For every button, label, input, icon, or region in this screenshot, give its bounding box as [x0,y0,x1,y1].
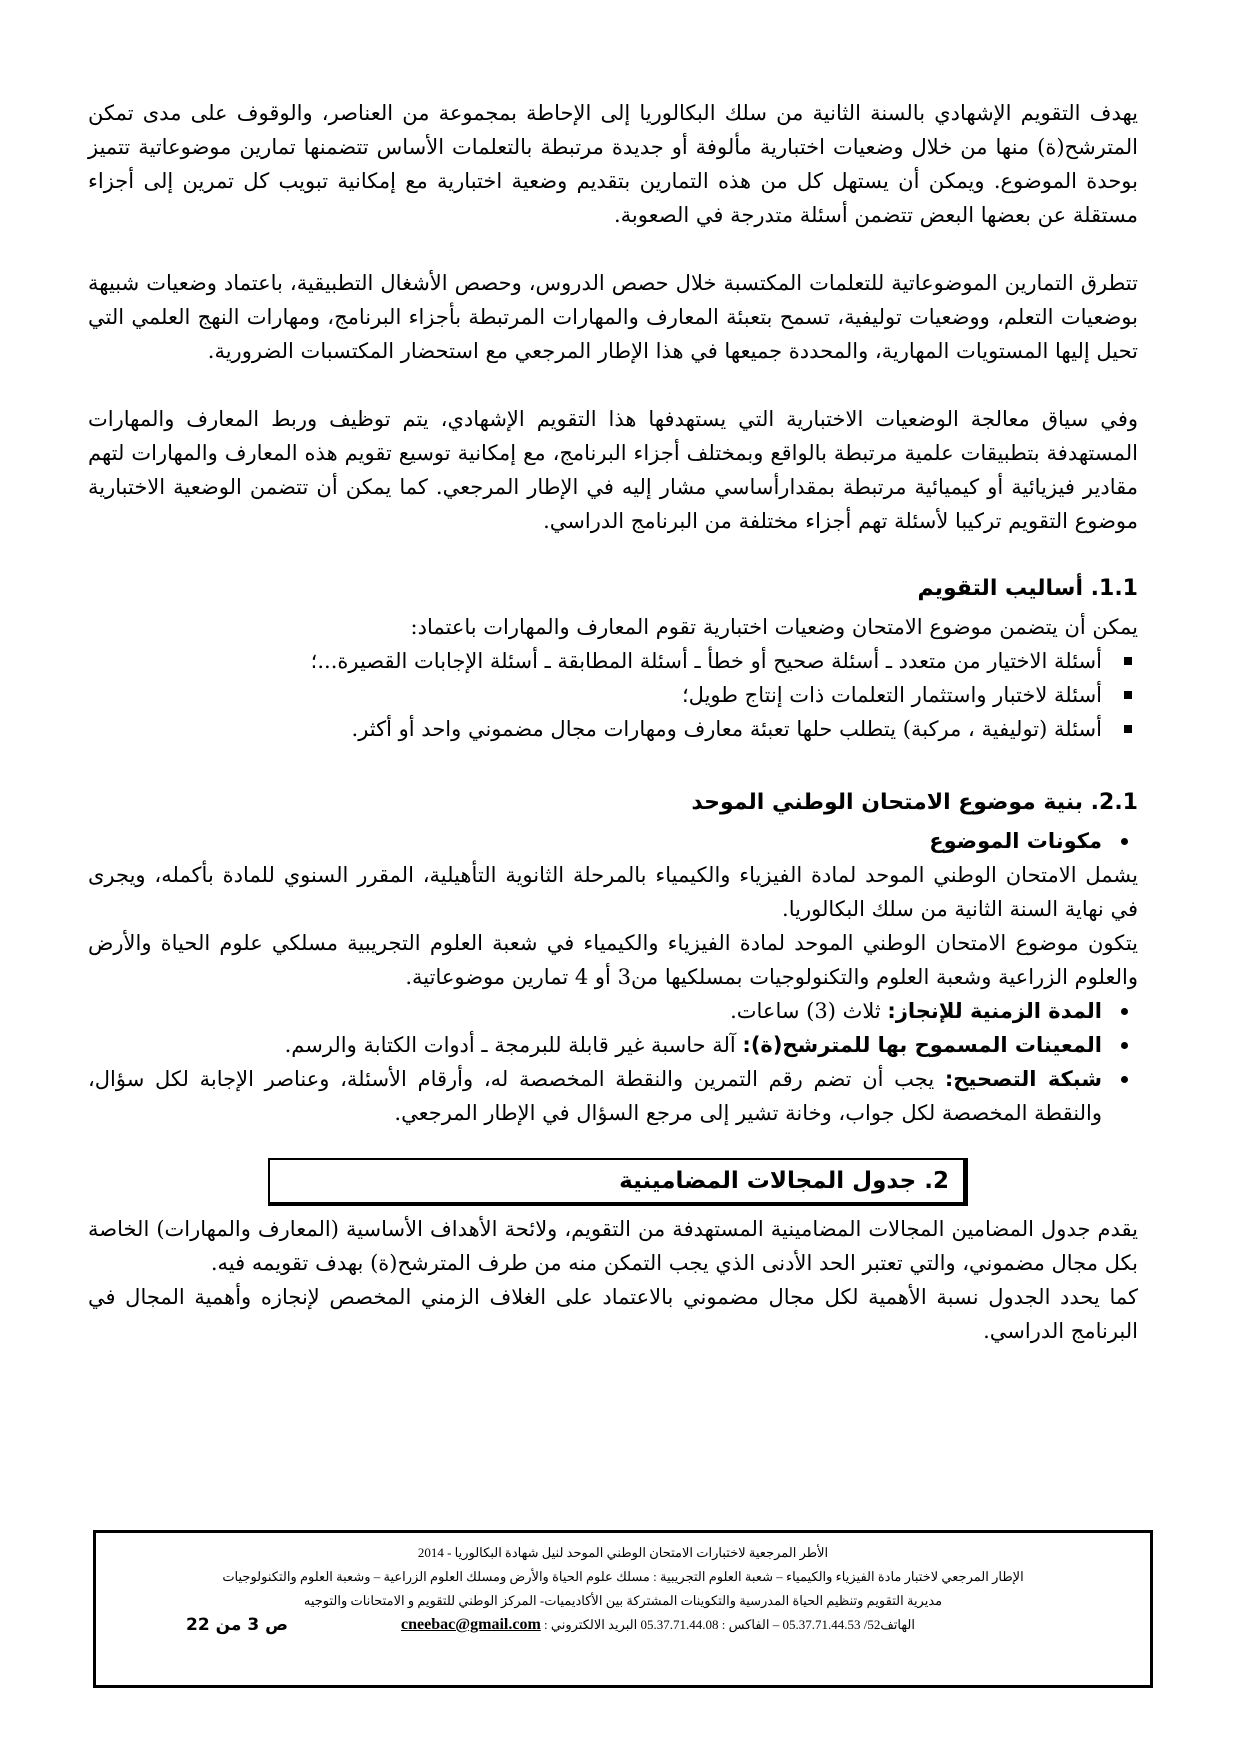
detail-text: يجب أن تضم رقم التمرين والنقطة المخصصة له، وأرقام الأسئلة، وعناصر الإجابة لكل سؤال، والنقطة المخصصة لكل جواب، وخانة تشير إلى مرجع السؤال في الإطار المرجعي. [88,1067,1102,1125]
components-subheading-list [88,824,1138,858]
section-1-1-heading: 1.1. أساليب التقويم [917,576,1138,601]
list-item [88,1062,1138,1130]
exam-details-list [88,994,1138,1130]
footer-line-2: الإطار المرجعي لاختبار مادة الفيزياء والكيمياء – شعبة العلوم التجريبية : مسلك علوم الحياة والأرض ومسلك العلوم الزراعية – وشعبة العلوم والتكنولوجيات [222,1569,1024,1584]
intro-paragraph-1: يهدف التقويم الإشهادي بالسنة الثانية من سلك البكالوريا إلى الإحاطة بمجموعة من العناصر، والوقوف على مدى تمكن المترشح(ة) منها من خلال وضعيات اختبارية مألوفة أو جديدة مرتبطة بالتعلمات الأساس تتضمنها تمارين موضوعاتية تتميز بوحدة الموضوع. ويمكن أن يستهل كل من هذه التمارين بتقديم وضعية اختبارية مع إمكانية تبويب كل تمرين إلى أجزاء مستقلة عن بعضها البعض تتضمن أسئلة متدرجة في الصعوبة. [88,101,1138,227]
intro-paragraph-2: تتطرق التمارين الموضوعاتية للتعلمات المكتسبة خلال حصص الدروس، وحصص الأشغال التطبيقية، باعتماد وضعيات شبيهة بوضعيات التعلم، ووضعيات توليفية، تسمح بتعبئة المعارف والمهارات المرتبطة بأجزاء البرنامج، ومهارات النهج العلمي التي تحيل إليها المستويات المهارية، والمحددة جميعها في هذا الإطار المرجعي مع استحضار المكتسبات الضرورية. [88,271,1138,363]
detail-label: المعينات المسموح بها للمترشح(ة): [742,1033,1102,1057]
section-2-1-paragraph-1: يشمل الامتحان الوطني الموحد لمادة الفيزياء والكيمياء بالمرحلة الثانوية التأهيلية، المقرر السنوي للمادة بأكمله، ويجرى في نهاية السنة الثانية من سلك البكالوريا. [88,863,1138,921]
detail-text: آلة حاسبة غير قابلة للبرمجة ـ أدوات الكتابة والرسم. [284,1033,743,1057]
detail-text: ثلاث (3) ساعات. [730,999,888,1023]
footer-line-3: مديرية التقويم وتنظيم الحياة المدرسية والتكوينات المشتركة بين الأكاديميات- المركز الوطني للتقويم و الامتحانات والتوجيه [303,1593,943,1608]
footer-contact-row [96,1613,1150,1641]
footer-line-1: الأطر المرجعية لاختبارات الامتحان الوطني الموحد لنيل شهادة البكالوريا - 2014 [417,1545,829,1560]
list-item: أسئلة الاختيار من متعدد ـ أسئلة صحيح أو خطأ ـ أسئلة المطابقة ـ أسئلة الإجابات القصيرة...؛ [88,644,1138,678]
footer-contacts [346,1613,970,1637]
detail-label: المدة الزمنية للإنجاز: [887,999,1102,1023]
footer-phone-fax: الهاتف52/ 05.37.71.44.53 – الفاكس : 05.37.71.44.08 البريد الالكتروني : [544,1617,915,1632]
section-2-paragraph-1: يقدم جدول المضامين المجالات المضامينية المستهدفة من التقويم، ولائحة الأهداف الأساسية (المعارف والمهارات) الخاصة بكل مجال مضموني، والتي تعتبر الحد الأدنى الذي يجب التمكن منه من طرف المترشح(ة) بهدف تقويمه فيه. [88,1217,1138,1275]
detail-label: شبكة التصحيح: [944,1067,1102,1091]
assessment-methods-list [88,644,1138,746]
section-2-1-subheading: مكونات الموضوع [88,824,1138,858]
footer-email-link[interactable]: cneebac@gmail.com [401,1616,541,1633]
intro-paragraph-3: وفي سياق معالجة الوضعيات الاختبارية التي يستهدفها هذا التقويم الإشهادي، يتم توظيف وربط المعارف والمهارات المستهدفة بتطبيقات علمية مرتبطة بالواقع وبمختلف أجزاء البرنامج، مع إمكانية توسيع تقويم هذه المعارف والمهارات لتهم مقادير فيزيائية أو كيميائية مرتبطة بمقدارأساسي مشار إليه في الإطار المرجعي. كما يمكن أن تتضمن الوضعية الاختبارية موضوع التقويم تركيبا لأسئلة تهم أجزاء مختلفة من البرنامج الدراسي. [88,407,1138,533]
section-2-paragraph-2: كما يحدد الجدول نسبة الأهمية لكل مجال مضموني بالاعتماد على الغلاف الزمني المخصص لإنجازه وأهمية المجال في البرنامج الدراسي. [88,1285,1138,1343]
list-item: أسئلة لاختبار واستثمار التعلمات ذات إنتاج طويل؛ [88,678,1138,712]
section-2-1-paragraph-2: يتكون موضوع الامتحان الوطني الموحد لمادة الفيزياء والكيمياء في شعبة العلوم التجريبية مسلكي علوم الحياة والأرض والعلوم الزراعية وشعبة العلوم والتكنولوجيات بمسلكيها من3 أو 4 تمارين موضوعاتية. [88,931,1138,989]
document-body [88,96,1138,1348]
page-footer [93,1530,1153,1688]
list-item: أسئلة (توليفية ، مركبة) يتطلب حلها تعبئة معارف ومهارات مجال مضموني واحد أو أكثر. [88,712,1138,746]
section-2-1-heading: 2.1. بنية موضوع الامتحان الوطني الموحد [691,790,1138,815]
list-item [88,994,1138,1028]
page-number: ص 3 من 22 [186,1615,288,1635]
section-2-heading: 2. جدول المجالات المضامينية [268,1158,968,1206]
list-item [88,1028,1138,1062]
section-1-1-intro: يمكن أن يتضمن موضوع الامتحان وضعيات اختبارية تقوم المعارف والمهارات باعتماد: [410,615,1138,639]
